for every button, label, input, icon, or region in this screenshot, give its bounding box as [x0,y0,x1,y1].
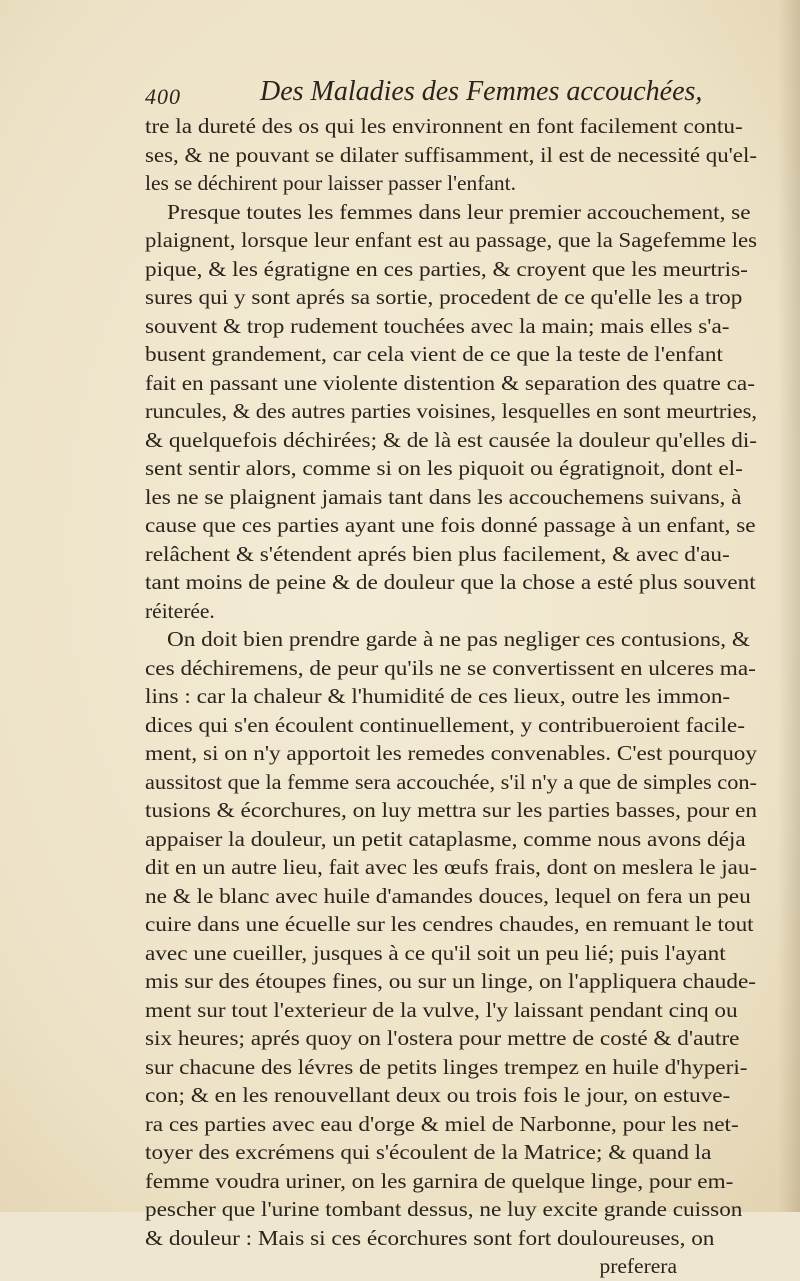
text-line [145,1138,757,1167]
text-line [145,825,757,854]
text-line-content: avec une cueiller, jusques à ce qu'il soit un peu lié; puis l'ayant [145,940,726,965]
text-line-content: & quelquefois déchirées; & de là est causée la douleur qu'elles di- [145,427,757,452]
text-line-content: pique, & les égratigne en ces parties, & croyent que les meurtris- [145,256,748,281]
text-line-content: cause que ces parties ayant une fois donné passage à un enfant, se [145,513,756,537]
text-line [145,1110,757,1139]
text-line [145,426,757,455]
text-line-content: femme voudra uriner, on les garnira de quelque linge, pour em- [145,1168,734,1193]
text-line [145,141,757,170]
text-line-content: On doit bien prendre garde à ne pas negliger ces contusions, & [167,627,750,651]
text-line-content: pescher que l'urine tombant dessus, ne luy excite grande cuisson [145,1197,743,1221]
text-line [145,226,757,255]
text-line-content: tant moins de peine & de douleur que la chose a esté plus souvent [145,570,756,594]
text-line [145,568,757,597]
text-line-content: runcules, & des autres parties voisines, lesquelles en sont meurtries, [145,399,757,423]
text-line-content: toyer des excrémens qui s'écoulent de la Matrice; & quand la [145,1140,712,1164]
text-line [145,1167,757,1196]
text-line [145,939,757,968]
text-line [145,882,757,911]
text-line-content: souvent & trop rudement touchées avec la main; mais elles s'a- [145,313,730,338]
text-line-content: Presque toutes les femmes dans leur premier accouchement, se [167,199,751,224]
text-line [145,312,757,341]
text-line [145,597,757,626]
text-line [145,853,757,882]
text-line [145,283,757,312]
text-line [145,654,757,683]
text-line-content: tre la dureté des os qui les environnent en font facilement contu- [145,114,743,138]
text-line [145,511,757,540]
text-line [145,112,757,141]
text-line-content: plaignent, lorsque leur enfant est au passage, que la Sagefemme les [145,228,757,252]
page-number: 400 [145,84,181,109]
text-line [145,739,757,768]
text-line [145,711,757,740]
text-line-content: relâchent & s'étendent aprés bien plus facilement, & avec d'au- [145,541,730,566]
text-line [145,996,757,1025]
text-line [145,967,757,996]
text-line-content: ra ces parties avec eau d'orge & miel de Narbonne, pour les net- [145,1111,739,1136]
text-line-content: dices qui s'en écoulent continuellement, y contribueroient facile- [145,712,745,737]
text-line [145,454,757,483]
text-line [145,483,757,512]
page-edge-shadow [778,0,800,1212]
text-line-content: ces déchiremens, de peur qu'ils ne se convertissent en ulceres ma- [145,655,756,680]
text-line [145,682,757,711]
text-line [145,1024,757,1053]
text-line-content: ne & le blanc avec huile d'amandes douces, lequel on fera un peu [145,883,751,908]
running-title: Des Maladies des Femmes accouchées, [260,76,703,107]
text-line-content: con; & en les renouvellant deux ou trois fois le jour, on estuve- [145,1083,731,1107]
text-line [145,397,757,426]
page-header [145,76,705,116]
text-line-content: dit en un autre lieu, fait avec les œufs frais, dont on meslera le jau- [145,855,757,879]
text-line-content: réiterée. [145,598,215,623]
text-line [145,540,757,569]
text-line-content: ses, & ne pouvant se dilater suffisamment, il est de necessité qu'el- [145,142,757,167]
text-line-content: & douleur : Mais si ces écorchures sont fort douloureuses, on [145,1225,715,1250]
text-line-content: aussitost que la femme sera accouchée, s'il n'y a que de simples con- [145,769,757,794]
text-line-content: mis sur des étoupes fines, ou sur un linge, on l'appliquera chaude- [145,969,756,993]
text-line-content: ment sur tout l'exterieur de la vulve, l'y laissant pendant cinq ou [145,997,738,1022]
text-line [145,255,757,284]
text-line-content: les se déchirent pour laisser passer l'enfant. [145,171,517,195]
text-line-content: appaiser la douleur, un petit cataplasme, comme nous avons déja [145,826,746,851]
text-line-content: six heures; aprés quoy on l'ostera pour mettre de costé & d'autre [145,1026,740,1050]
text-line-content: sur chacune des lévres de petits linges trempez en huile d'hyperi- [145,1054,748,1079]
text-line [145,369,757,398]
text-line [145,340,757,369]
text-line-content: sures qui y sont aprés sa sortie, procedent de ce qu'elle les a trop [145,285,743,309]
body-text [145,112,757,1281]
catchword: preferera [599,1254,677,1278]
text-line [145,1224,757,1253]
text-line [145,910,757,939]
text-line-content: tusions & écorchures, on luy mettra sur les parties basses, pour en [145,798,757,822]
paragraph-start-line [145,625,757,654]
text-line-content: cuire dans une écuelle sur les cendres chaudes, en remuant le tout [145,912,754,936]
text-line-content: lins : car la chaleur & l'humidité de ces lieux, outre les immon- [145,684,731,708]
text-line-content: ment, si on n'y apportoit les remedes convenables. C'est pourquoy [145,741,757,765]
text-line [145,768,757,797]
paragraph-start-line [145,198,757,227]
text-line-content: busent grandement, car cela vient de ce que la teste de l'enfant [145,342,723,366]
text-line [145,1081,757,1110]
text-line [145,1195,757,1224]
text-line-content: sent sentir alors, comme si on les piquoit ou égratignoit, dont el- [145,456,743,480]
text-line-content: les ne se plaignent jamais tant dans les accouchemens suivans, à [145,484,742,509]
text-line-content: fait en passant une violente distention & separation des quatre ca- [145,370,755,395]
text-line [145,796,757,825]
text-line [145,169,757,198]
text-line [145,1053,757,1082]
